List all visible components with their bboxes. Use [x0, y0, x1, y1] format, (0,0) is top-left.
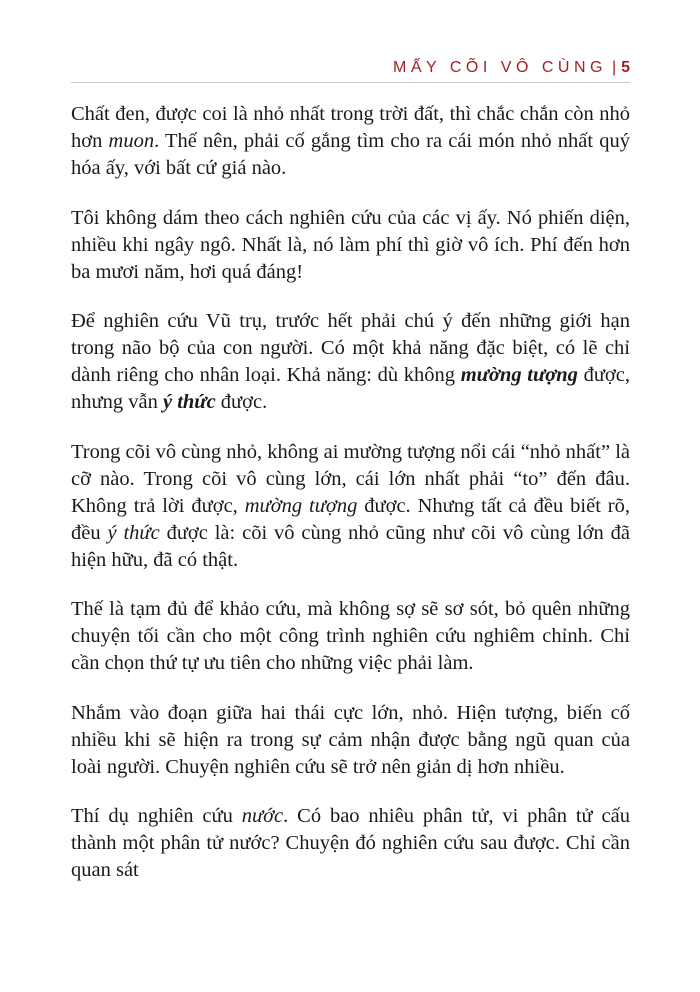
text-run: nước — [241, 805, 284, 827]
running-header-title: MẤY CÕI VÔ CÙNG — [393, 59, 607, 76]
text-run: được, nhưng vẫn — [71, 364, 630, 413]
page-number: 5 — [621, 59, 630, 76]
paragraph — [71, 308, 630, 416]
paragraph — [71, 101, 630, 182]
text-run: muon — [108, 130, 155, 152]
paragraph — [71, 205, 630, 286]
paragraph — [71, 803, 630, 884]
text-run: Tôi không dám theo cách nghiên cứu của các vị ấy. Nó phiến diện, nhiều khi ngây ngô. Nhất là, nó làm phí thì giờ vô ích. Phí đến hơn ba mươi năm, hơi quá đáng! — [71, 206, 630, 283]
header-rule — [71, 82, 630, 83]
paragraph — [71, 700, 630, 781]
text-run: được là: cõi vô cùng nhỏ cũng như cõi vô cùng lớn đã hiện hữu, đã có thật. — [71, 521, 630, 571]
text-run: ý thức — [107, 521, 160, 544]
text-run: được. Nhưng tất cả đều biết rõ, đều — [71, 494, 630, 544]
text-run: Thí dụ nghiên cứu — [71, 805, 242, 827]
running-header — [71, 60, 630, 76]
paragraph — [71, 439, 630, 574]
text-run: được. — [215, 391, 268, 413]
text-run: . Thế nên, phải cố gắng tìm cho ra cái món nhỏ nhất quý hóa ấy, với bất cứ giá nào. — [71, 130, 631, 179]
text-run: . Có bao nhiêu phân tử, vi phân tử cấu thành một phân tử nước? Chuyện đó nghiên cứu sau được. Chỉ cần quan sát — [71, 805, 630, 881]
text-run: mường tượng — [244, 494, 358, 517]
body-text — [71, 101, 630, 884]
text-run: Trong cõi vô cùng nhỏ, không ai mường tượng nổi cái “nhỏ nhất” là cỡ nào. Trong cõi vô cùng lớn, cái lớn nhất phải “to” đến đâu. Không trả lời được, — [71, 440, 630, 517]
paragraph — [71, 596, 630, 677]
text-run: ý thức — [162, 391, 216, 413]
text-run: mường tượng — [460, 364, 578, 386]
header-separator: | — [611, 59, 617, 76]
text-run: Chất đen, được coi là nhỏ nhất trong trời đất, thì chắc chắn còn nhỏ hơn — [71, 103, 630, 152]
text-run: Thế là tạm đủ để khảo cứu, mà không sợ sẽ sơ sót, bỏ quên những chuyện tối cần cho một công trình nghiên cứu nghiêm chỉnh. Chỉ cần chọn thứ tự ưu tiên cho những việc phải làm. — [71, 598, 630, 674]
text-run: Nhắm vào đoạn giữa hai thái cực lớn, nhỏ. Hiện tượng, biến cố nhiều khi sẽ hiện ra trong sự cảm nhận được bằng ngũ quan của loài người. Chuyện nghiên cứu sẽ trở nên giản dị hơn nhiều. — [71, 701, 630, 778]
text-run: Để nghiên cứu Vũ trụ, trước hết phải chú ý đến những giới hạn trong não bộ của con người. Có một khả năng đặc biệt, có lẽ chỉ dành riêng cho nhân loại. Khả năng: dù không — [71, 310, 630, 386]
